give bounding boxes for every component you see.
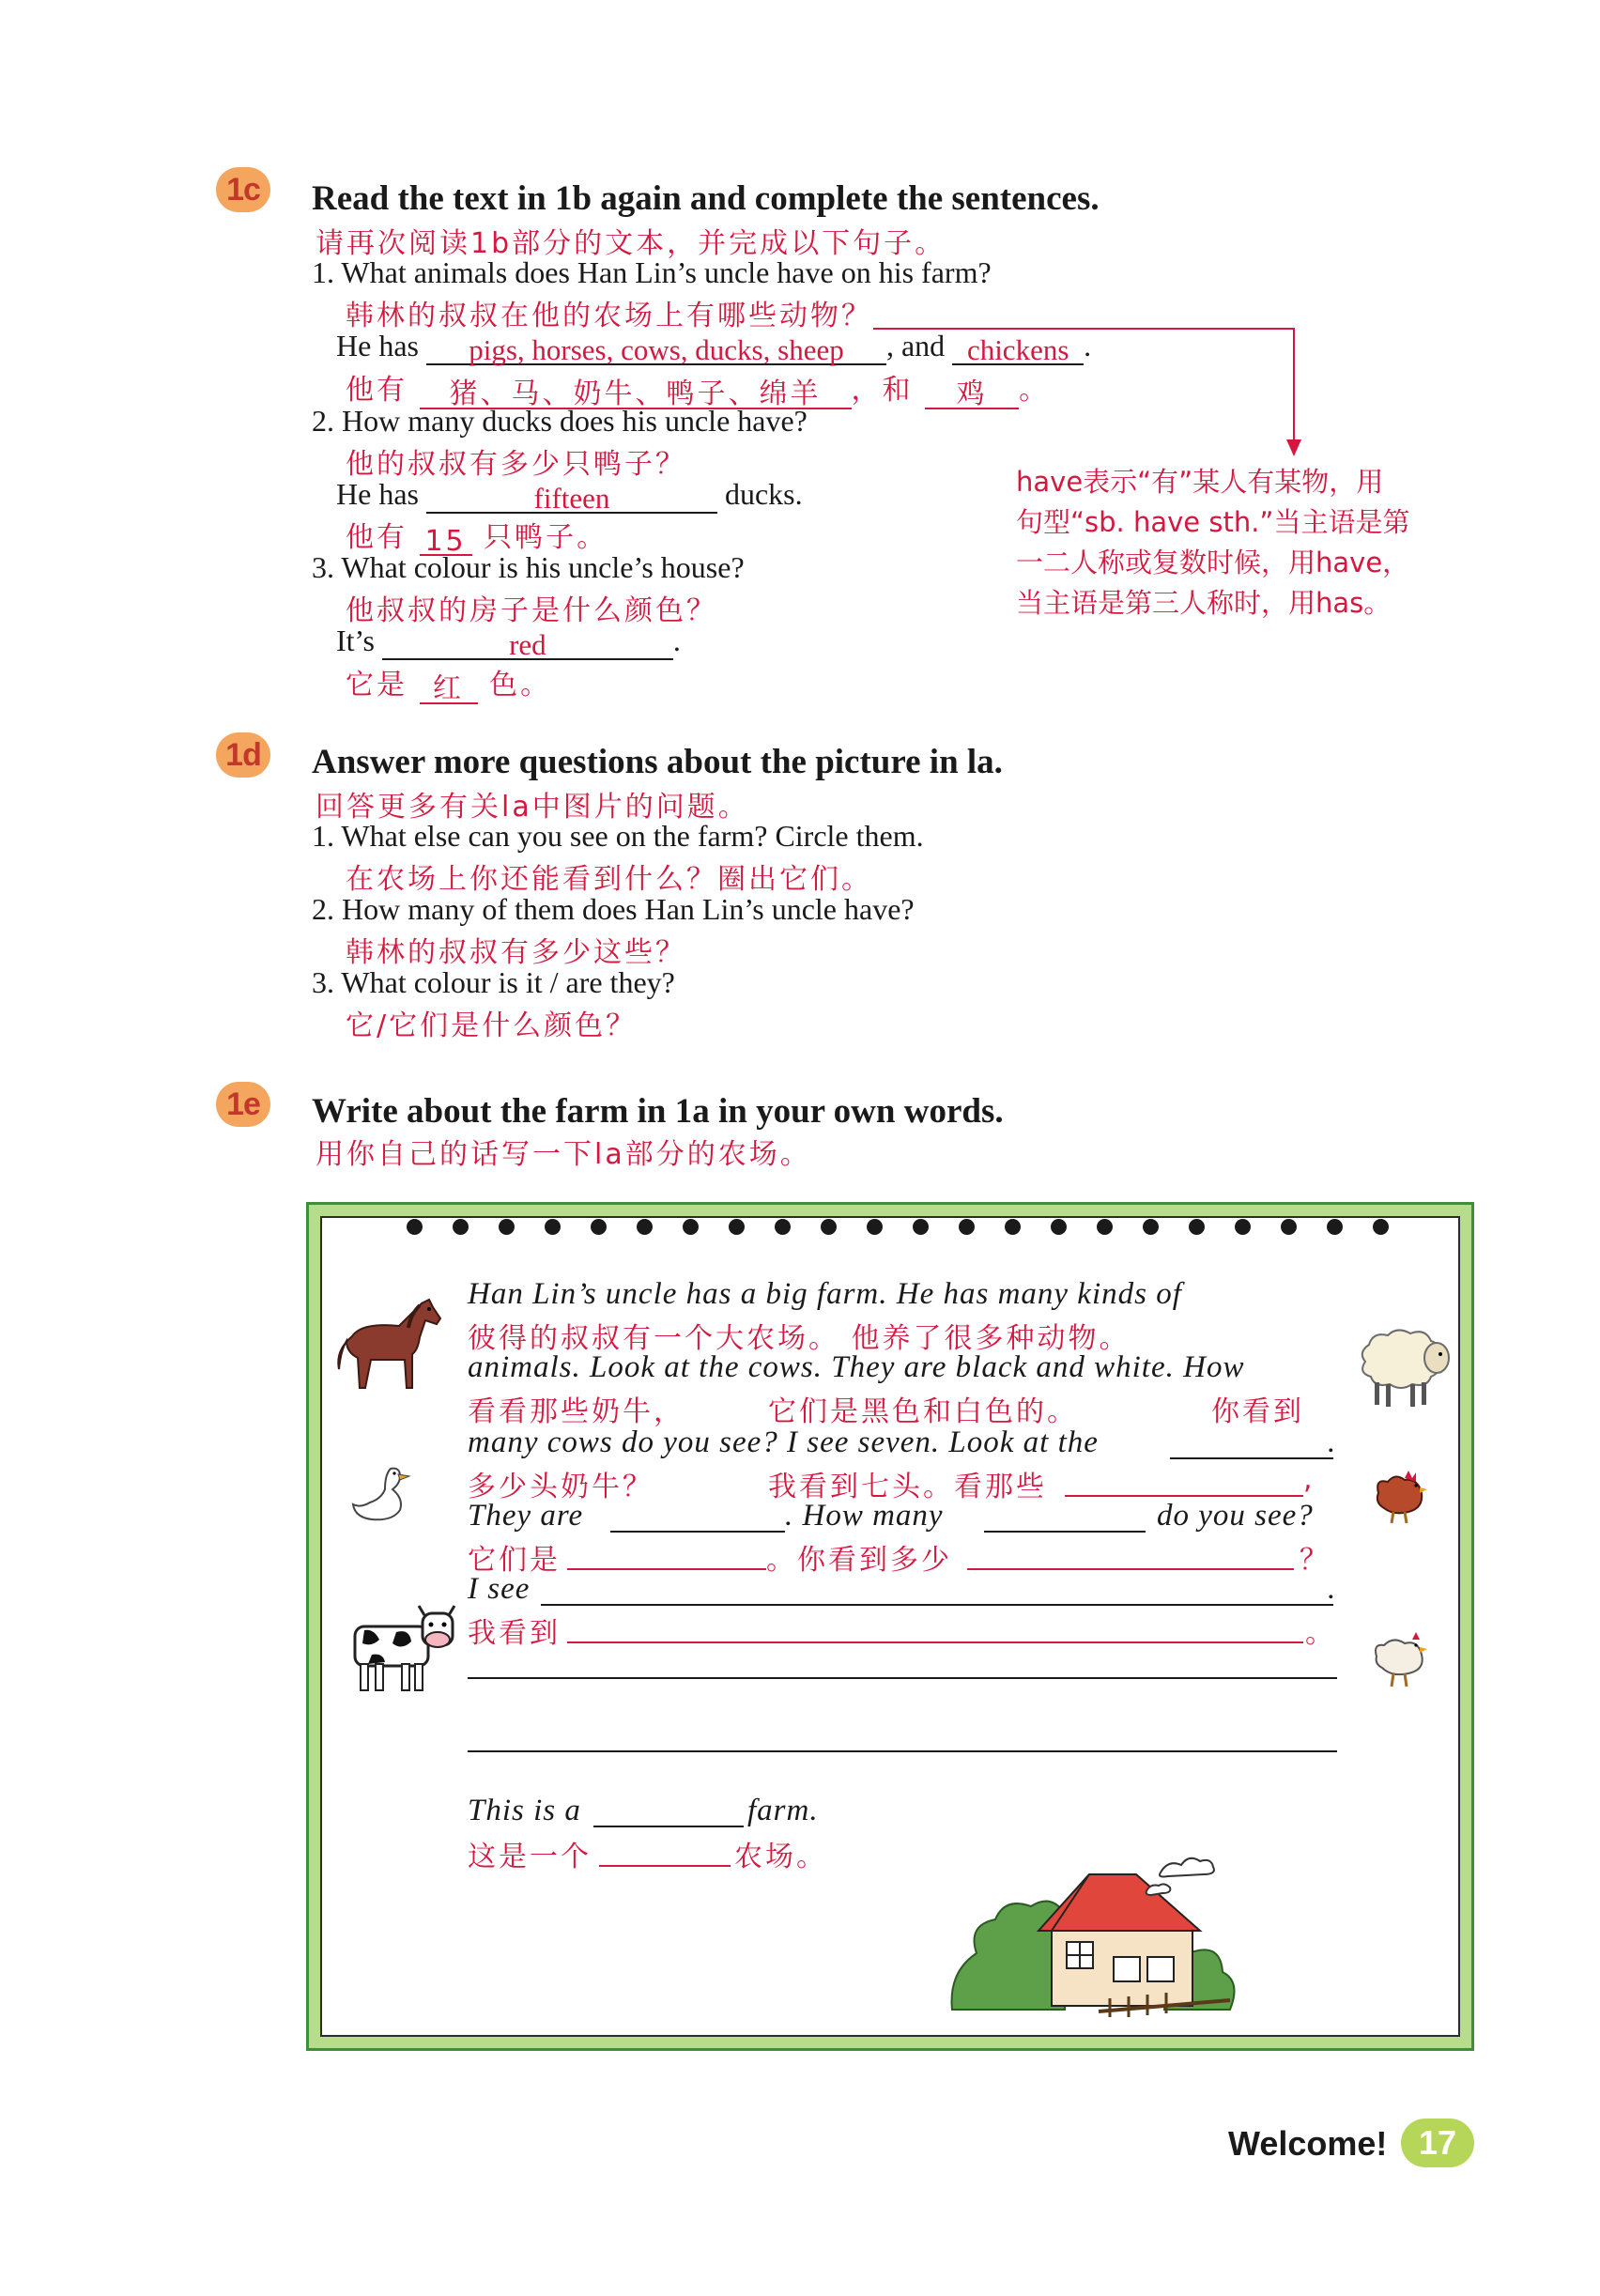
heading-1e: Write about the farm in 1a in your own words. (312, 1092, 1004, 1131)
fill-line-cn[interactable] (567, 1641, 1303, 1643)
passage-line-2-cn-a: 看看那些奶牛， (468, 1395, 685, 1428)
answer-suffix-cn: 只鸭子。 (484, 521, 608, 554)
fill-line[interactable] (541, 1604, 1333, 1606)
answer-text: chickens (966, 333, 1069, 366)
passage-line-3-cn-b: 我看到七头。看那些 (768, 1471, 1047, 1503)
answer-line-1c-3-cn (346, 661, 551, 704)
passage-line-2-cn-c: 你看到 (1211, 1395, 1304, 1428)
passage-line-4-cn-c: ？ (1300, 1544, 1331, 1577)
spiral-dot (1281, 1219, 1297, 1235)
spiral-dot (545, 1219, 561, 1235)
passage-line-4-cn-a: 它们是 (468, 1544, 561, 1577)
passage-line-4-b: . How many (785, 1499, 944, 1533)
spiral-dot (1189, 1219, 1205, 1235)
answer-prefix: It’s (336, 624, 375, 657)
passage-line-1-cn: 彼得的叔叔有一个大农场。 他养了很多种动物。 (468, 1322, 1131, 1355)
answer-mid-cn: ，和 (851, 374, 914, 407)
answer-text-cn: 猪、马、奶牛、鸭子、绵羊 (449, 378, 822, 410)
question-1c-1: 1. What animals does Han Lin’s uncle have on his farm? (312, 255, 992, 289)
passage-line-3-cn-a: 多少头奶牛？ (468, 1471, 654, 1503)
period: . (1328, 1425, 1337, 1459)
sheep-icon (1352, 1324, 1455, 1413)
fill-line-cn[interactable] (967, 1568, 1294, 1570)
answer-text-cn: 15 (424, 525, 467, 558)
answer-prefix: He has (336, 329, 419, 362)
answer-line-1c-2 (336, 477, 803, 514)
spiral-dot (775, 1219, 791, 1235)
goose-icon (347, 1461, 413, 1527)
fill-line-cn[interactable] (567, 1568, 766, 1570)
question-1d-2: 2. How many of them does Han Lin’s uncle have? (312, 892, 915, 926)
question-1c-2: 2. How many ducks does his uncle have? (312, 404, 808, 438)
spiral-dot (867, 1219, 883, 1235)
badge-1d: 1d (216, 732, 270, 778)
answer-text: fifteen (533, 482, 610, 515)
spiral-dot (821, 1219, 837, 1235)
question-1c-3-cn: 他叔叔的房子是什么颜色？ (346, 594, 717, 627)
answer-blank[interactable] (382, 624, 673, 660)
question-1d-3: 3. What colour is it / are they? (312, 965, 675, 999)
page-number: 17 (1401, 2119, 1474, 2167)
fill-line[interactable] (468, 1750, 1337, 1752)
grammar-note (1016, 462, 1409, 624)
question-1c-1-cn: 韩林的叔叔在他的农场上有哪些动物？ (346, 300, 872, 332)
passage-line-6-cn-b: 农场。 (734, 1841, 827, 1873)
answer-prefix: He has (336, 477, 419, 511)
spiral-dot (637, 1219, 653, 1235)
answer-end-cn: 。 (1019, 374, 1051, 407)
chicken-icon (1369, 1626, 1431, 1692)
heading-1c-cn: 请再次阅读1b部分的文本，并完成以下句子。 (315, 227, 946, 260)
passage-line-6-cn-a: 这是一个 (468, 1841, 592, 1873)
answer-line-1c-3 (336, 624, 681, 660)
passage-line-2: animals. Look at the cows. They are black and white. How (468, 1350, 1245, 1384)
heading-1d: Answer more questions about the picture in la. (312, 743, 1003, 781)
answer-end: . (1084, 329, 1092, 362)
spiral-dot (591, 1219, 607, 1235)
question-1d-1: 1. What else can you see on the farm? Circle them. (312, 819, 924, 853)
spiral-dot (683, 1219, 699, 1235)
cow-icon (344, 1600, 458, 1696)
passage-line-4-c: do you see? (1157, 1499, 1314, 1533)
passage-line-1: Han Lin’s uncle has a big farm. He has many kinds of (468, 1277, 1182, 1311)
answer-blank[interactable] (426, 329, 886, 365)
answer-blank-cn[interactable] (420, 661, 478, 704)
question-1d-3-cn: 它/它们是什么颜色？ (346, 1009, 638, 1042)
grammar-note-line: 句型“sb. have sth.”当主语是第 (1016, 506, 1410, 538)
answer-blank[interactable] (426, 477, 717, 514)
answer-prefix-cn: 它是 (346, 669, 408, 701)
passage-line-5: I see (468, 1572, 531, 1606)
passage-line-4-a: They are (468, 1499, 584, 1533)
question-1d-2-cn: 韩林的叔叔有多少这些？ (346, 936, 686, 969)
spiral-dot (1235, 1219, 1251, 1235)
answer-end: . (672, 624, 681, 657)
heading-1c: Read the text in 1b again and complete the sentences. (312, 179, 1100, 218)
spiral-dot (1005, 1219, 1021, 1235)
note-arrow-icon (873, 319, 1305, 460)
spiral-dot (407, 1219, 423, 1235)
heading-1e-cn: 用你自己的话写一下la部分的农场。 (315, 1138, 811, 1171)
footer-title: Welcome! (1228, 2124, 1388, 2163)
answer-text: pigs, horses, cows, ducks, sheep (469, 333, 844, 366)
passage-line-6-b: farm. (747, 1794, 819, 1827)
fill-line[interactable] (468, 1677, 1337, 1679)
spiral-dot (453, 1219, 469, 1235)
period: . (1328, 1572, 1337, 1606)
spiral-dot (1051, 1219, 1067, 1235)
answer-text-cn: 鸡 (956, 378, 988, 410)
spiral-dot (1373, 1219, 1389, 1235)
fill-line[interactable] (593, 1826, 744, 1827)
passage-line-4-cn-b: 。你看到多少 (766, 1544, 952, 1577)
answer-text-cn: 红 (433, 672, 465, 705)
spiral-dot (499, 1219, 515, 1235)
answer-mid: , and (885, 329, 946, 362)
comma-cn: , (1303, 1463, 1315, 1496)
fill-line[interactable] (610, 1531, 785, 1533)
fill-line[interactable] (1170, 1457, 1333, 1459)
badge-1c: 1c (216, 167, 270, 212)
spiral-dot (1143, 1219, 1159, 1235)
badge-1e: 1e (216, 1082, 270, 1127)
spiral-dot (959, 1219, 975, 1235)
grammar-note-line: have表示“有”某人有某物，用 (1016, 466, 1384, 498)
grammar-note-line: 当主语是第三人称时，用has。 (1016, 587, 1392, 619)
spiral-dot (913, 1219, 929, 1235)
fill-line[interactable] (984, 1531, 1146, 1533)
passage-line-6-a: This is a (468, 1794, 581, 1827)
fill-line-cn[interactable] (1065, 1495, 1303, 1497)
question-1c-3: 3. What colour is his uncle’s house? (312, 550, 745, 584)
passage-line-5-cn-end: 。 (1305, 1617, 1336, 1650)
horse-icon (333, 1294, 446, 1397)
answer-suffix: ducks. (724, 477, 803, 511)
grammar-note-line: 一二人称或复数时候，用have， (1016, 547, 1410, 578)
heading-1d-cn: 回答更多有关la中图片的问题。 (315, 791, 749, 824)
hen-icon (1367, 1465, 1429, 1527)
fill-line-cn[interactable] (599, 1865, 731, 1867)
answer-text: red (509, 628, 546, 661)
question-1d-1-cn: 在农场上你还能看到什么？圈出它们。 (346, 863, 872, 896)
house-icon (948, 1841, 1258, 2028)
spiral-dot (1097, 1219, 1113, 1235)
spiral-dot (1327, 1219, 1343, 1235)
answer-prefix-cn: 他有 (346, 374, 408, 407)
passage-line-3: many cows do you see? I see seven. Look at the (468, 1425, 1099, 1459)
passage-line-5-cn: 我看到 (468, 1617, 561, 1650)
answer-suffix-cn: 色。 (489, 669, 552, 701)
answer-prefix-cn: 他有 (346, 521, 408, 554)
question-1c-2-cn: 他的叔叔有多少只鸭子？ (346, 448, 686, 481)
passage-line-2-cn-b: 它们是黑色和白色的。 (768, 1395, 1078, 1428)
spiral-dot (729, 1219, 745, 1235)
